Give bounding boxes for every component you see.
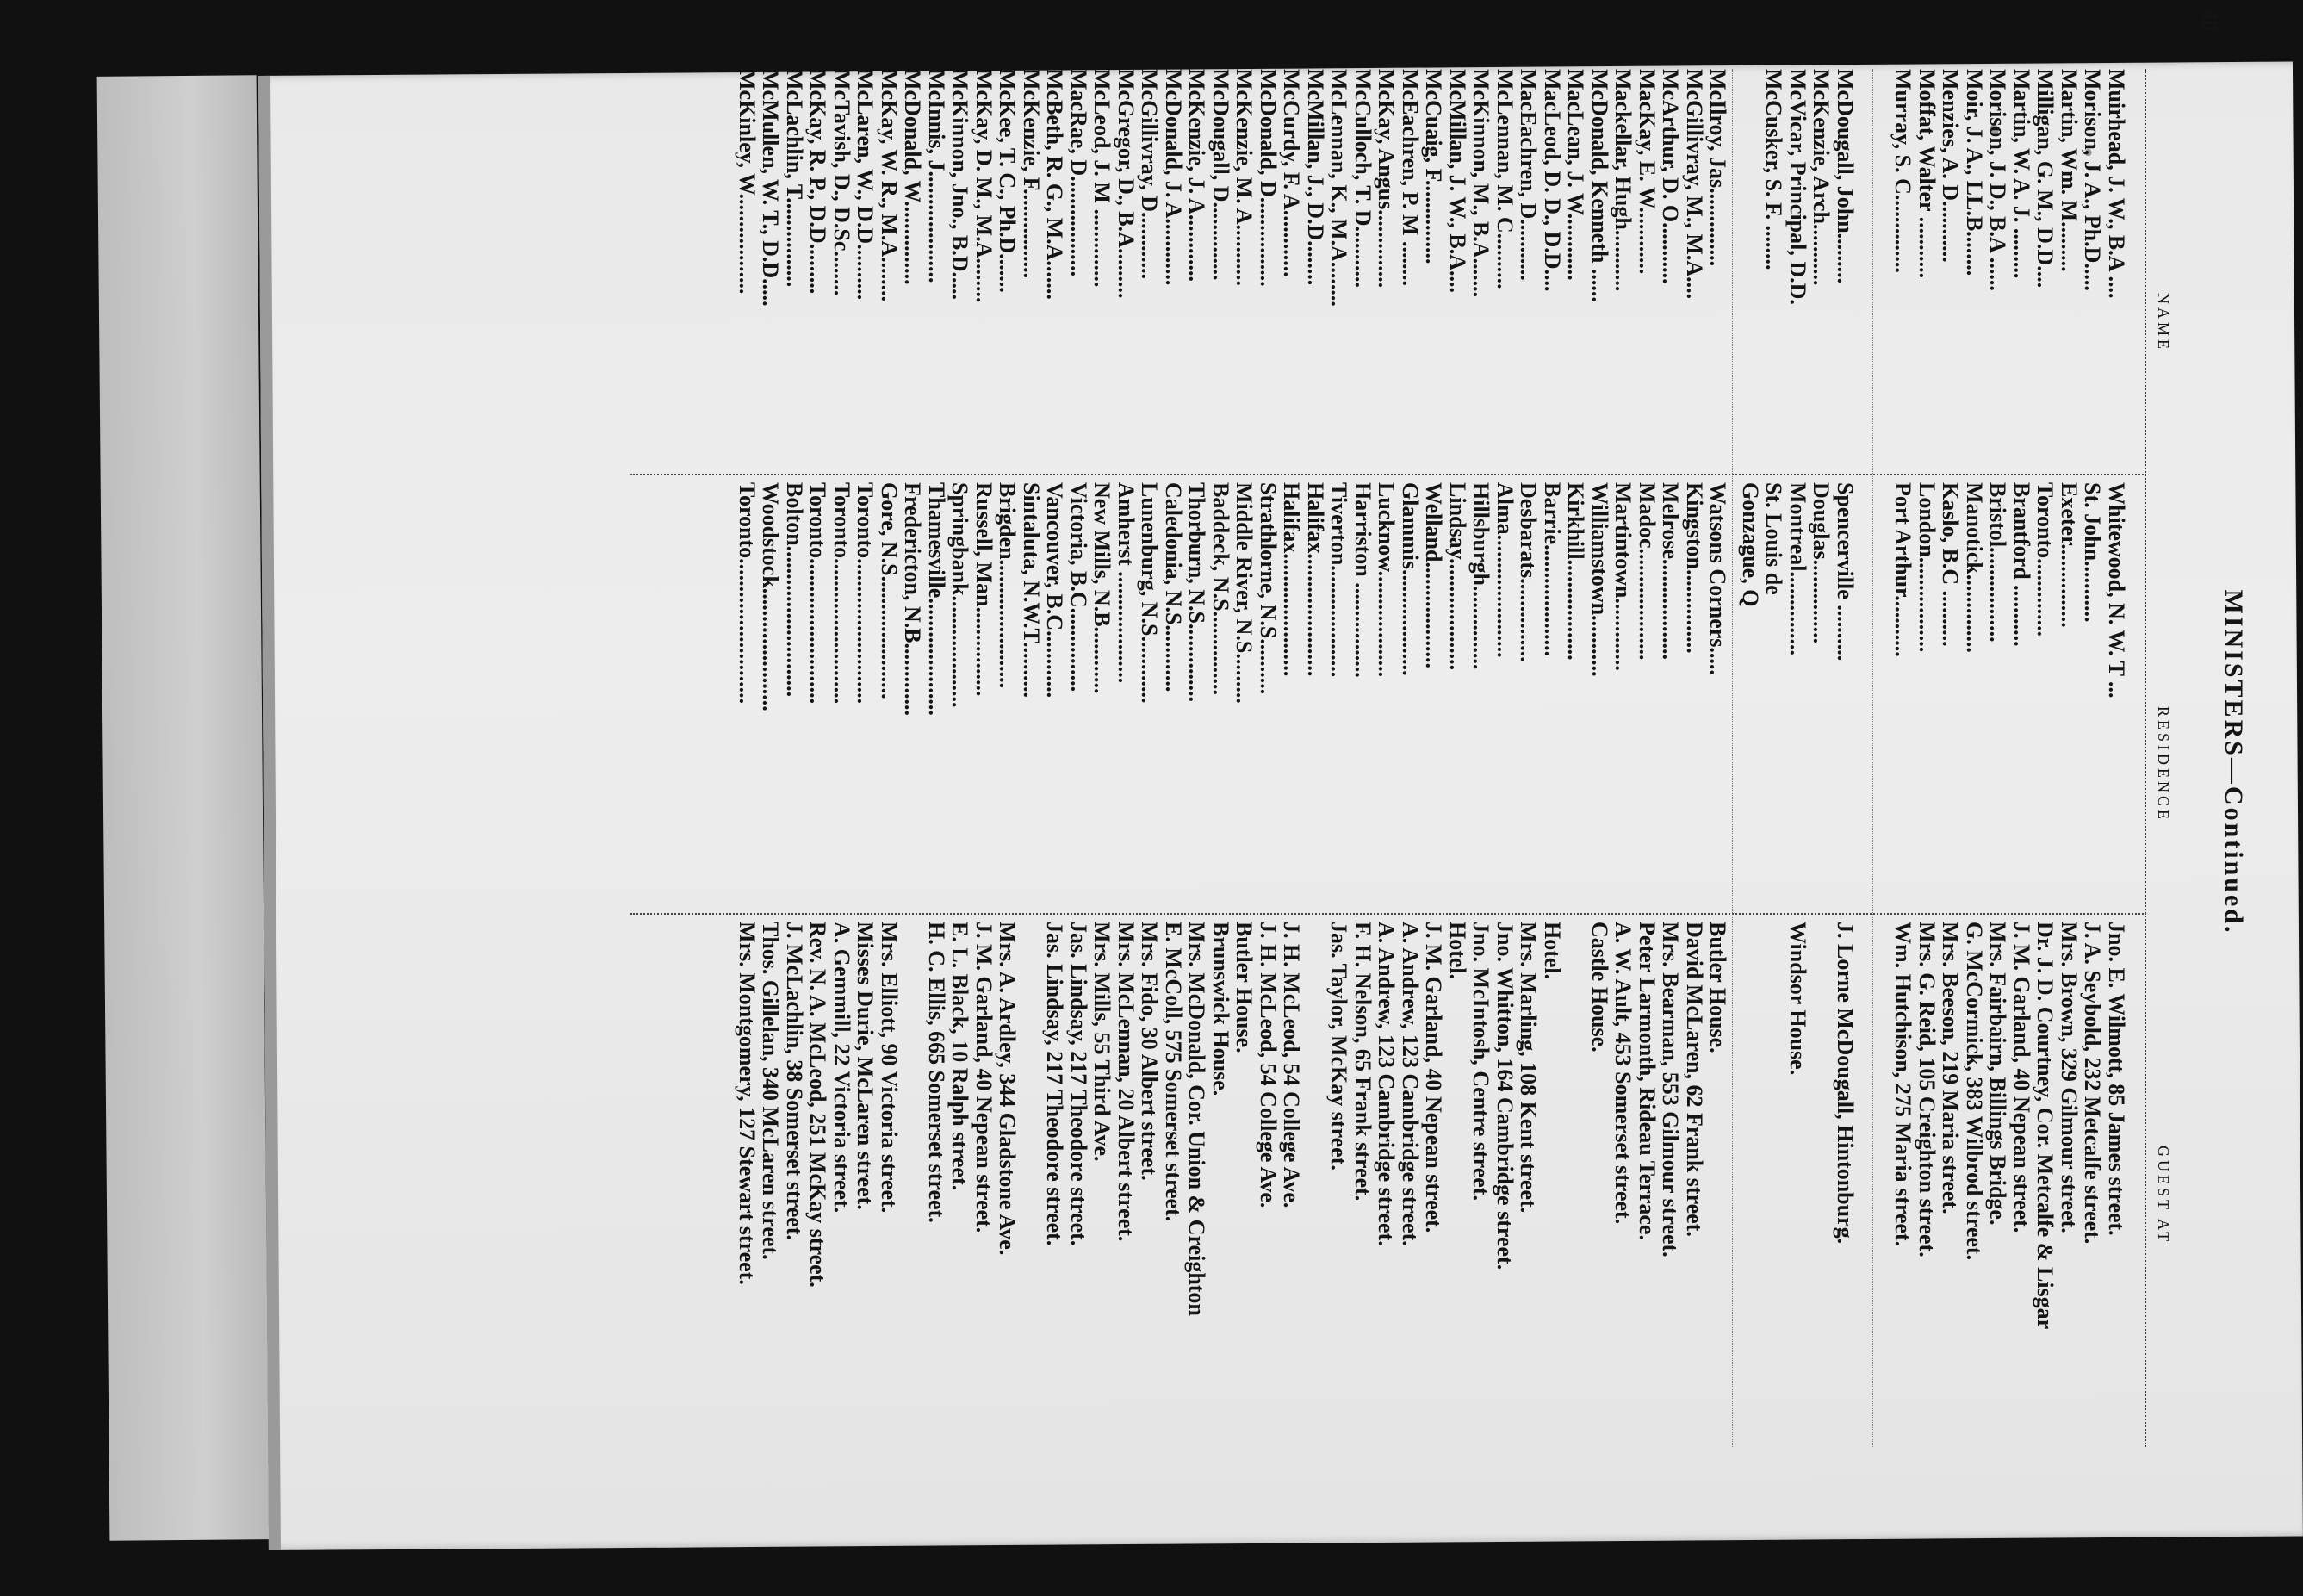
- entry-name: McBeth, R. G., M.A.......: [1042, 69, 1068, 300]
- column-header-guest: GUEST AT: [2155, 1146, 2172, 1245]
- entry-residence: Exeter...............: [2057, 482, 2082, 628]
- entry-name: McLeod, J. M ..............: [1089, 69, 1115, 288]
- entry-name: McMillan, J., D.D........: [1303, 69, 1328, 286]
- entry-name: McLaren, W., D.D..........: [853, 69, 878, 301]
- entry-residence: Baddeck, N.S...............: [1208, 482, 1233, 696]
- entry-residence: Fredericton, N.B.............: [900, 482, 926, 717]
- entry-guest-at: Mrs. Marling, 108 Kent street.: [1516, 922, 1542, 1214]
- entry-name: McVicar, Principal, D.D.: [1785, 69, 1810, 305]
- entry-residence: Lucknow...................: [1374, 482, 1400, 678]
- entry-guest-at: Mrs. G. Reid, 105 Creighton street.: [1915, 922, 1940, 1258]
- section-separator: [1733, 69, 1734, 1447]
- entry-residence: Lunenburg, N.S............: [1137, 482, 1163, 704]
- entry-name: McTavish, D., D.Sc........: [829, 69, 854, 296]
- entry-guest-at: Dr. J. D. Courtney, Cor. Metcalfe & Lisgar: [2033, 922, 2058, 1330]
- entry-name: Morison, J. A., Ph.D.....: [2080, 69, 2106, 291]
- entry-residence: Toronto..........................: [735, 482, 760, 705]
- entry-residence: Whitewood, N. W. T ...: [2104, 482, 2129, 699]
- entry-residence: Bristol.................: [1985, 482, 2011, 643]
- entry-name: McCulloch, T. D...........: [1350, 69, 1375, 288]
- entry-name: McIlroy, Jas..............: [1705, 69, 1731, 267]
- entry-name: McLennan, M. C..........: [1493, 69, 1518, 289]
- entry-guest-at: Jno. Whitton, 164 Cambridge street.: [1493, 922, 1518, 1270]
- entry-guest-at: A. W. Ault, 453 Somerset street.: [1611, 922, 1636, 1225]
- entry-guest-at: Hotel.: [1445, 922, 1470, 980]
- entry-name: McKenzie, F................: [1019, 69, 1044, 279]
- entry-residence: Madoc....................: [1635, 482, 1660, 661]
- entry-residence: Kirkhill..................: [1563, 482, 1589, 661]
- entry-residence: Harriston .................: [1350, 482, 1375, 678]
- entry-name: McDougall, John.........: [1833, 69, 1858, 284]
- entry-guest-at: J. M. Garland, 40 Nepean street.: [2009, 922, 2034, 1233]
- adjacent-page-edge: [97, 75, 270, 1541]
- entry-residence: Victoria, B.C...............: [1066, 482, 1091, 692]
- entry-residence: Thamesville.....................: [924, 482, 949, 716]
- entry-guest-at: J. H. McLeod, 54 College Ave.: [1279, 922, 1305, 1208]
- entry-residence: Glammis...................: [1398, 482, 1423, 676]
- entry-name: McLachlin, T................: [782, 69, 807, 288]
- entry-name: MacRae, D..................: [1066, 69, 1091, 277]
- entry-name: McKenzie, M. A...........: [1232, 69, 1257, 286]
- entry-guest-at: Mrs. Bearman, 553 Gilmour street.: [1658, 922, 1684, 1258]
- entry-name: McCuaig, F...............: [1421, 69, 1447, 264]
- entry-name: McKinnon, M., B.A.......: [1468, 69, 1494, 298]
- entry-residence: Manotick..............: [1962, 482, 1987, 653]
- entry-name: McKay, D. M., M.A........: [971, 69, 996, 303]
- entry-guest-at: Windsor House.: [1785, 922, 1810, 1076]
- entry-name: McDonald, Kenneth ......: [1587, 69, 1612, 302]
- entry-name: MacEachren, D...........: [1516, 69, 1542, 281]
- entry-name: MacLean, J. W............: [1563, 69, 1589, 281]
- entry-name: Menzies, A. D...........: [1938, 69, 1964, 263]
- entry-residence: Middle River, N.S.........: [1232, 482, 1257, 704]
- entry-residence: Toronto..........................: [853, 482, 878, 705]
- entry-guest-at: Mrs. Beeson, 219 Maria street.: [1938, 922, 1964, 1214]
- entry-name: McDonald, W...............: [900, 69, 926, 285]
- entry-guest-at: G. McCormick, 383 Wilbrod street.: [1962, 922, 1987, 1261]
- entry-residence: Barrie....................: [1540, 482, 1565, 657]
- entry-guest-at: Mrs. McLennan, 20 Albert street.: [1114, 922, 1139, 1242]
- entry-guest-at: Mrs. Fairbairn, Billings Bridge.: [1985, 922, 2011, 1226]
- entry-name: McDonald, J. A............: [1161, 69, 1186, 286]
- entry-guest-at: Castle House.: [1587, 922, 1612, 1053]
- column-divider: [630, 474, 2146, 475]
- entry-name: Milligan, G. M., D.D....: [2033, 69, 2058, 289]
- entry-residence: Watsons Corners.....: [1705, 482, 1731, 675]
- entry-name: McKinley, W..................: [735, 69, 760, 295]
- entry-guest-at: Jas. Taylor, McKay street.: [1326, 922, 1352, 1171]
- entry-guest-at: A. Andrew, 123 Cambridge street.: [1374, 922, 1400, 1246]
- entry-name: McKenzie, J. A............: [1184, 69, 1210, 282]
- entry-residence: Halifax......................: [1303, 482, 1328, 677]
- entry-name: McMullen, W. T., D.D.....: [758, 69, 784, 307]
- entry-guest-at: Misses Durie, McLaren street.: [853, 922, 878, 1210]
- entry-residence: Gonzague, Q: [1738, 482, 1763, 607]
- entry-name: McLennan, K., M.A........: [1326, 69, 1352, 307]
- entry-residence: Strathlorne, N.S..........: [1256, 482, 1281, 695]
- entry-name: MacKay, E. W............: [1635, 69, 1660, 275]
- entry-residence: Melrose..................: [1658, 482, 1684, 661]
- entry-name: MacLeod, D. D., D.D....: [1540, 69, 1565, 292]
- entry-guest-at: J. M. Garland, 40 Nepean street.: [971, 922, 996, 1233]
- entry-residence: Russell, Man................: [971, 482, 996, 697]
- entry-name: Martin, W. A. J. .........: [2009, 69, 2034, 279]
- entry-guest-at: J. M. Garland, 40 Nepean street.: [1421, 922, 1447, 1233]
- entry-residence: Desbarats...............: [1516, 482, 1542, 662]
- column-header-name: NAME: [2155, 293, 2172, 352]
- entry-guest-at: Mrs. Mills, 55 Third Ave.: [1089, 922, 1115, 1162]
- entry-guest-at: F. H. Nelson, 65 Frank street.: [1350, 922, 1375, 1202]
- entry-guest-at: Jno. McIntosh, Centre street.: [1468, 922, 1494, 1201]
- entry-name: McKay, W. R., M.A........: [877, 69, 902, 302]
- entry-name: McInnis, J....................: [924, 69, 949, 283]
- entry-residence: Amherst ....................: [1114, 482, 1139, 684]
- column-header-residence: RESIDENCE: [2155, 706, 2172, 823]
- entry-residence: Lindsay....................: [1445, 482, 1470, 671]
- entry-name: McDougall, D..............: [1208, 69, 1233, 281]
- entry-residence: Williamstown...........: [1587, 482, 1612, 677]
- entry-guest-at: Jas. Lindsay, 217 Theodore street.: [1066, 922, 1091, 1246]
- entry-name: McKay, Angus..............: [1374, 69, 1400, 289]
- entry-residence: Vancouver, B.C............: [1042, 482, 1068, 699]
- entry-guest-at: Jno. E. Wilmott, 85 James street.: [2104, 922, 2129, 1236]
- entry-guest-at: J. A. Seybold, 232 Metcalfe street.: [2080, 922, 2106, 1245]
- entry-guest-at: Mrs. Elliott, 90 Victoria street.: [877, 922, 902, 1214]
- entry-residence: St. Louis de: [1761, 482, 1787, 595]
- entry-residence: Kaslo, B.C ..........: [1938, 482, 1964, 647]
- entry-guest-at: Mrs. Brown, 329 Gilmour street.: [2057, 922, 2082, 1233]
- page-title: MINISTERS—Continued.: [2219, 589, 2248, 935]
- entry-guest-at: Mrs. Montgomery, 127 Stewart street.: [735, 922, 760, 1285]
- entry-residence: Brigden.......................: [995, 482, 1021, 689]
- entry-name: McEachren, P. M ........: [1398, 69, 1423, 287]
- entry-guest-at: E. L. Black, 10 Ralph street.: [947, 922, 973, 1191]
- entry-residence: Welland...................: [1421, 482, 1447, 668]
- section-separator: [1872, 69, 1873, 1447]
- entry-name: Moffat, Walter ...........: [1915, 69, 1940, 279]
- entry-guest-at: Mrs. McDonald, Cor. Union & Creighton: [1184, 922, 1210, 1316]
- entry-residence: Hillsburgh...............: [1468, 482, 1494, 670]
- entry-name: Morison, J. D., B.A ......: [1985, 69, 2011, 291]
- entry-guest-at: Rev. N. A. McLeod, 251 McKay street.: [805, 922, 831, 1288]
- entry-residence: Port Arthur...........: [1890, 482, 1916, 657]
- entry-guest-at: Mrs. A. Ardley, 344 Gladstone Ave.: [995, 922, 1021, 1256]
- entry-residence: Toronto..............: [2033, 482, 2058, 637]
- entry-guest-at: E. McColl, 575 Somerset street.: [1161, 922, 1186, 1222]
- entry-guest-at: A. Gemmill, 22 Victoria street.: [829, 922, 854, 1214]
- entry-name: McCurdy, F. A............: [1279, 69, 1305, 277]
- entry-residence: Spencerville ..........: [1833, 482, 1858, 661]
- entry-guest-at: J. Lorne McDougall, Hintonburg.: [1833, 922, 1858, 1245]
- entry-name: Murray, S. C..............: [1890, 69, 1916, 273]
- entry-name: McKinnon, Jno., B.D.....: [947, 69, 973, 300]
- entry-guest-at: David McLaren, 62 Frank street.: [1682, 922, 1707, 1237]
- entry-residence: Gore, N.S......................: [877, 482, 902, 699]
- header-rule: [2145, 69, 2146, 1447]
- rotated-register-table: [594, 9, 2248, 1330]
- entry-name: McGillivray, D............: [1137, 69, 1163, 280]
- entry-residence: Martintown.............: [1611, 482, 1636, 671]
- entry-residence: Brantford ...........: [2009, 482, 2034, 647]
- entry-name: McGillivray, M., M.A....: [1682, 69, 1707, 300]
- entry-residence: New Mills, N.B............: [1089, 482, 1115, 694]
- entry-residence: Bolton...........................: [782, 482, 807, 698]
- entry-guest-at: Thos. Gillelan, 340 McLaren street.: [758, 922, 784, 1260]
- entry-name: McDonald, D................: [1256, 69, 1281, 287]
- entry-residence: Caledonia, N.S............: [1161, 482, 1186, 692]
- entry-guest-at: A. Andrew, 123 Cambridge street.: [1398, 922, 1423, 1246]
- entry-residence: Woodstock......................: [758, 482, 784, 711]
- entry-residence: Alma......................: [1493, 482, 1518, 658]
- entry-name: McKay, R. P., D.D.........: [805, 69, 831, 295]
- page-number: 40: [2197, 9, 2222, 31]
- entry-residence: Douglas...............: [1809, 482, 1834, 644]
- entry-residence: St. John...........: [2080, 482, 2106, 623]
- entry-guest-at: H. C. Ellis, 665 Somerset street.: [924, 922, 949, 1223]
- entry-name: Moir, J. A., LL.B........: [1962, 69, 1987, 276]
- entry-guest-at: Hotel.: [1540, 922, 1565, 980]
- entry-name: McGregor, D., B.A.........: [1114, 69, 1139, 299]
- entry-guest-at: Jas. Lindsay, 217 Theodore street.: [1042, 922, 1068, 1246]
- entry-residence: Montreal...............: [1785, 482, 1810, 655]
- entry-name: McCusker, S. F. ........: [1761, 69, 1787, 270]
- entry-name: Muirhead, J. W., B.A ....: [2104, 69, 2129, 299]
- entry-guest-at: Brunswick House.: [1208, 922, 1233, 1096]
- entry-residence: Kingston...............: [1682, 482, 1707, 654]
- entry-guest-at: Wm. Hutchison, 275 Maria street.: [1890, 922, 1916, 1247]
- entry-name: McArthur, D. O...........: [1658, 69, 1684, 284]
- entry-residence: Thorburn, N.S..............: [1184, 482, 1210, 702]
- entry-residence: Tiverton....................: [1326, 482, 1352, 678]
- entry-guest-at: Butler House.: [1232, 922, 1257, 1053]
- entry-guest-at: J. McLachlin, 38 Somerset street.: [782, 922, 807, 1240]
- entry-residence: London.................: [1915, 482, 1940, 653]
- entry-name: McMillan, J. W., B.A....: [1445, 69, 1470, 294]
- entry-name: Mackellar, Hugh...........: [1611, 69, 1636, 292]
- entry-residence: Sintaluta, N.W.T..........: [1019, 482, 1044, 698]
- entry-residence: Halifax......................: [1279, 482, 1305, 677]
- entry-guest-at: Mrs. Fido, 30 Albert street.: [1137, 922, 1163, 1181]
- entry-name: McKenzie, Arch...........: [1809, 69, 1834, 286]
- entry-guest-at: Peter Larmonth, Rideau Terrace.: [1635, 922, 1660, 1240]
- entry-residence: Springbank....................: [947, 482, 973, 708]
- entry-guest-at: J. H. McLeod, 54 College Ave.: [1256, 922, 1281, 1208]
- column-divider: [630, 913, 2146, 915]
- entry-residence: Toronto..........................: [805, 482, 831, 705]
- entry-name: Martin, Wm. M.........: [2057, 69, 2082, 272]
- entry-residence: Toronto..........................: [829, 482, 854, 705]
- entry-guest-at: Butler House.: [1705, 922, 1731, 1053]
- entry-name: McKee, T. C., Ph.D.......: [995, 69, 1021, 293]
